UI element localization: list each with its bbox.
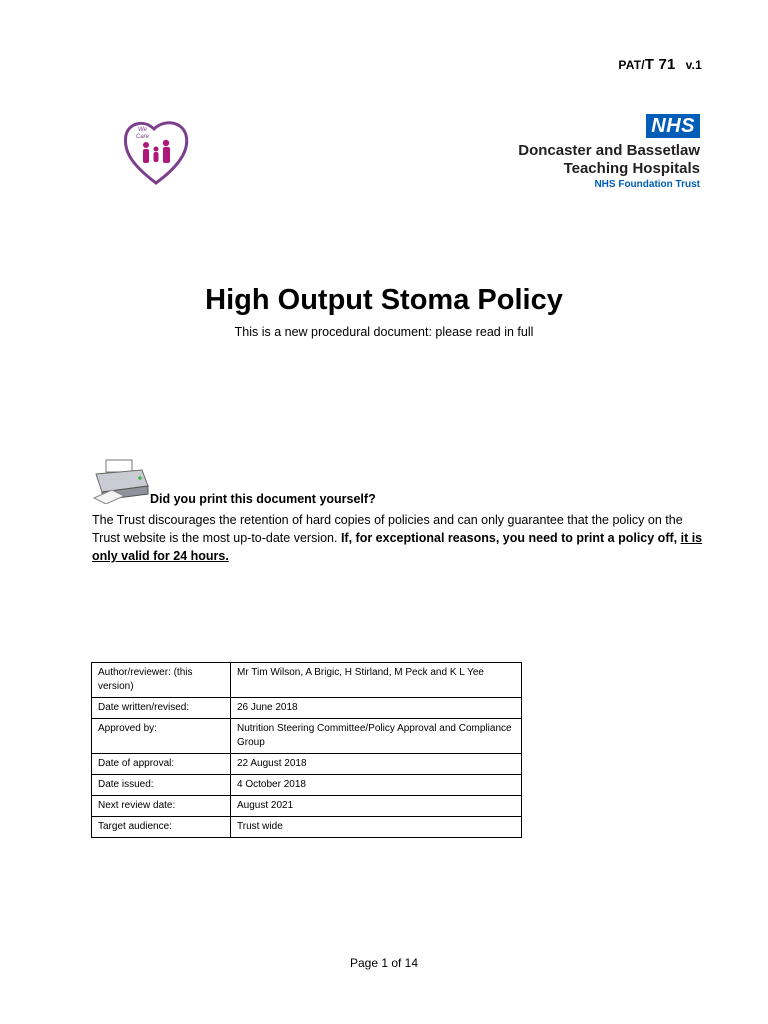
table-row (92, 775, 522, 796)
we-care-text-2: Care (136, 134, 150, 140)
document-title: High Output Stoma Policy (205, 284, 563, 316)
printer-icon (90, 456, 152, 504)
print-notice-bold: If, for exceptional reasons, you need to print a policy off, (340, 531, 681, 545)
ref-prefix: PAT/ (618, 58, 645, 72)
table-value: 4 October 2018 (231, 775, 522, 796)
table-row (92, 817, 522, 838)
table-row (92, 796, 522, 817)
nhs-trust-name-2: Teaching Hospitals (563, 160, 700, 177)
table-value: August 2021 (231, 796, 522, 817)
table-value: Nutrition Steering Committee/Policy Approval and Compliance Group (231, 719, 522, 754)
table-row (92, 719, 522, 754)
nhs-badge: NHS (646, 114, 700, 138)
print-notice-heading: Did you print this document yourself? (150, 492, 376, 506)
table-key: Approved by: (92, 719, 231, 754)
page-number: Page 1 of 14 (349, 956, 419, 970)
ref-code: T 71 (644, 56, 676, 73)
table-key: Author/reviewer: (this version) (92, 663, 231, 698)
print-notice-validity: it is only valid for 24 hours. (92, 531, 703, 563)
table-key: Date issued: (92, 775, 231, 796)
document-subtitle: This is a new procedural document: please read in full (234, 325, 534, 339)
ref-version: v.1 (685, 58, 702, 72)
nhs-trust-logo (460, 114, 700, 192)
print-notice-body (92, 511, 710, 565)
table-value: Trust wide (231, 817, 522, 838)
we-care-text-1: We (138, 127, 147, 133)
table-value: 22 August 2018 (231, 754, 522, 775)
table-row (92, 754, 522, 775)
table-key: Date of approval: (92, 754, 231, 775)
table-value: Mr Tim Wilson, A Brigic, H Stirland, M Peck and K L Yee (231, 663, 522, 698)
table-key: Next review date: (92, 796, 231, 817)
table-key: Date written/revised: (92, 698, 231, 719)
table-row (92, 698, 522, 719)
table-row (92, 663, 522, 698)
nhs-foundation-trust: NHS Foundation Trust (594, 179, 700, 190)
we-care-heart-logo (120, 115, 192, 187)
nhs-trust-name-1: Doncaster and Bassetlaw (518, 142, 700, 159)
table-key: Target audience: (92, 817, 231, 838)
document-reference (618, 56, 702, 73)
table-value: 26 June 2018 (231, 698, 522, 719)
print-notice-text: The Trust discourages the retention of hard copies of policies and can only guarantee that the policy on the Trust website is the most up-to-date version. (92, 513, 683, 545)
document-info-table (91, 662, 522, 838)
